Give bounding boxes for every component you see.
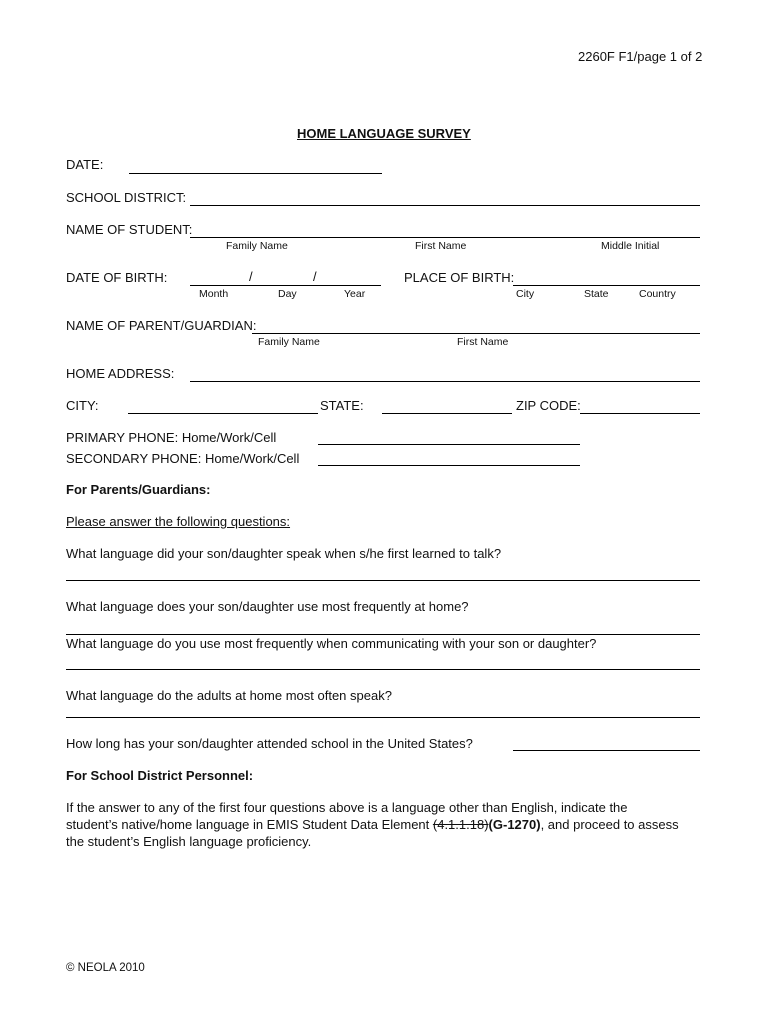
parent-family-name-caption: Family Name <box>258 336 320 348</box>
dob-separator-2: / <box>313 269 317 284</box>
question-4: What language do the adults at home most often speak? <box>66 688 392 703</box>
dob-month-caption: Month <box>199 288 229 300</box>
answer-2-field[interactable] <box>66 634 700 635</box>
student-family-name-caption: Family Name <box>226 240 288 252</box>
place-of-birth-field[interactable] <box>513 285 700 286</box>
dob-label: DATE OF BIRTH: <box>66 270 168 285</box>
primary-phone-label: PRIMARY PHONE: Home/Work/Cell <box>66 430 277 445</box>
dob-year-caption: Year <box>344 288 366 300</box>
zip-field[interactable] <box>580 413 700 414</box>
student-name-field[interactable] <box>190 237 700 238</box>
pob-city-caption: City <box>516 288 535 300</box>
dob-field[interactable] <box>190 285 381 286</box>
district-instructions-line-2 <box>66 816 706 833</box>
instruction-text-a: student’s native/home language in EMIS Student Data Element <box>66 817 433 832</box>
school-district-label: SCHOOL DISTRICT: <box>66 190 187 205</box>
district-heading: For School District Personnel: <box>66 768 254 783</box>
parent-guardian-field[interactable] <box>252 333 700 334</box>
form-id: 2260F F1/page 1 of 2 <box>578 49 703 64</box>
student-middle-initial-caption: Middle Initial <box>601 240 660 252</box>
instruction-text-b: , and proceed to assess <box>540 817 679 832</box>
city-label: CITY: <box>66 398 99 413</box>
copyright: © NEOLA 2010 <box>66 962 145 974</box>
question-3: What language do you use most frequently when communicating with your son or daughter? <box>66 636 597 651</box>
home-address-field[interactable] <box>190 381 700 382</box>
pob-country-caption: Country <box>639 288 676 300</box>
parents-instructions: Please answer the following questions: <box>66 514 291 529</box>
student-first-name-caption: First Name <box>415 240 467 252</box>
struck-element-code: (4.1.1.18) <box>432 817 489 832</box>
new-element-code: (G-1270) <box>488 817 541 832</box>
secondary-phone-field[interactable] <box>318 465 580 466</box>
school-district-field[interactable] <box>190 205 700 206</box>
dob-separator-1: / <box>249 269 253 284</box>
question-1: What language did your son/daughter speak when s/he first learned to talk? <box>66 546 502 561</box>
answer-1-field[interactable] <box>66 580 700 581</box>
secondary-phone-label: SECONDARY PHONE: Home/Work/Cell <box>66 451 300 466</box>
zip-label: ZIP CODE: <box>516 398 581 413</box>
pob-state-caption: State <box>584 288 609 300</box>
city-field[interactable] <box>128 413 318 414</box>
district-instructions-line-1: If the answer to any of the first four questions above is a language other than English, indicate the <box>66 800 628 815</box>
home-address-label: HOME ADDRESS: <box>66 366 175 381</box>
place-of-birth-label: PLACE OF BIRTH: <box>404 270 515 285</box>
answer-4-field[interactable] <box>66 717 700 718</box>
answer-5-field[interactable] <box>513 750 700 751</box>
district-instructions <box>66 799 706 850</box>
primary-phone-field[interactable] <box>318 444 580 445</box>
dob-day-caption: Day <box>278 288 297 300</box>
parents-heading: For Parents/Guardians: <box>66 482 211 497</box>
parent-first-name-caption: First Name <box>457 336 509 348</box>
question-5: How long has your son/daughter attended school in the United States? <box>66 736 473 751</box>
state-label: STATE: <box>320 398 364 413</box>
parent-guardian-label: NAME OF PARENT/GUARDIAN: <box>66 318 257 333</box>
answer-3-field[interactable] <box>66 669 700 670</box>
district-instructions-line-3: the student’s English language proficiency. <box>66 834 312 849</box>
date-field[interactable] <box>129 173 382 174</box>
question-2: What language does your son/daughter use most frequently at home? <box>66 599 469 614</box>
page-title: HOME LANGUAGE SURVEY <box>297 126 471 141</box>
student-name-label: NAME OF STUDENT: <box>66 222 193 237</box>
date-label: DATE: <box>66 157 104 172</box>
state-field[interactable] <box>382 413 512 414</box>
